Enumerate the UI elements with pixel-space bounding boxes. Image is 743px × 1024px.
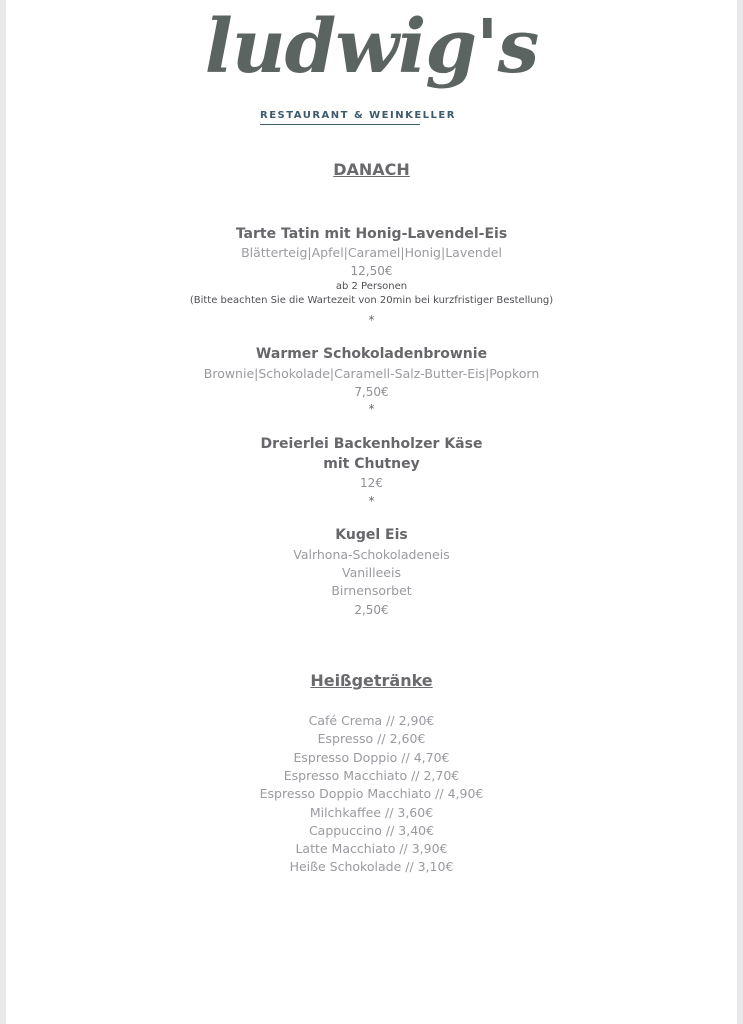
section-title-danach: DANACH [333,160,410,179]
dish-description: Brownie|Schokolade|Caramell-Salz-Butter-Eis|Popkorn [203,366,540,381]
drink-item: Espresso Doppio Macchiato // 4,90€ [259,786,484,801]
drink-item: Milchkaffee // 3,60€ [309,805,434,820]
drink-item: Heiße Schokolade // 3,10€ [289,859,454,874]
drink-item: Latte Macchiato // 3,90€ [295,841,448,856]
dish-flavor: Birnensorbet [331,583,412,598]
section-title-heissgetraenke: Heißgetränke [310,671,433,690]
dish-flavor: Valrhona-Schokoladeneis [293,547,450,562]
dish-note: (Bitte beachten Sie die Wartezeit von 20min bei kurzfristiger Bestellung) [189,295,554,306]
logo-tagline: RESTAURANT & WEINKELLER [260,110,456,121]
separator-star: * [368,402,375,416]
dish-note: ab 2 Personen [335,281,408,292]
dish-price: 12,50€ [350,264,393,278]
dish-name: Dreierlei Backenholzer Käse [260,436,483,452]
dish-name: Kugel Eis [335,527,408,543]
dish-price: 2,50€ [354,603,389,617]
dish-price: 12€ [360,476,383,490]
drink-item: Espresso Doppio // 4,70€ [293,750,450,765]
dish-description: Blätterteig|Apfel|Caramel|Honig|Lavendel [241,245,502,260]
separator-star: * [368,494,375,508]
logo-wordmark: ludwig's [204,4,539,90]
dish-name: Tarte Tatin mit Honig-Lavendel-Eis [235,226,508,242]
drink-item: Cappuccino // 3,40€ [308,823,435,838]
dish-flavor: Vanilleeis [342,565,401,580]
dish-price: 7,50€ [354,385,389,399]
separator-star: * [368,313,375,327]
dish-name: Warmer Schokoladenbrownie [255,346,488,362]
drink-item: Espresso Macchiato // 2,70€ [283,768,460,783]
drink-item: Café Crema // 2,90€ [308,713,435,728]
logo [0,0,743,140]
drink-item: Espresso // 2,60€ [317,731,426,746]
dish-name: mit Chutney [323,456,420,472]
logo-underline [260,124,420,125]
